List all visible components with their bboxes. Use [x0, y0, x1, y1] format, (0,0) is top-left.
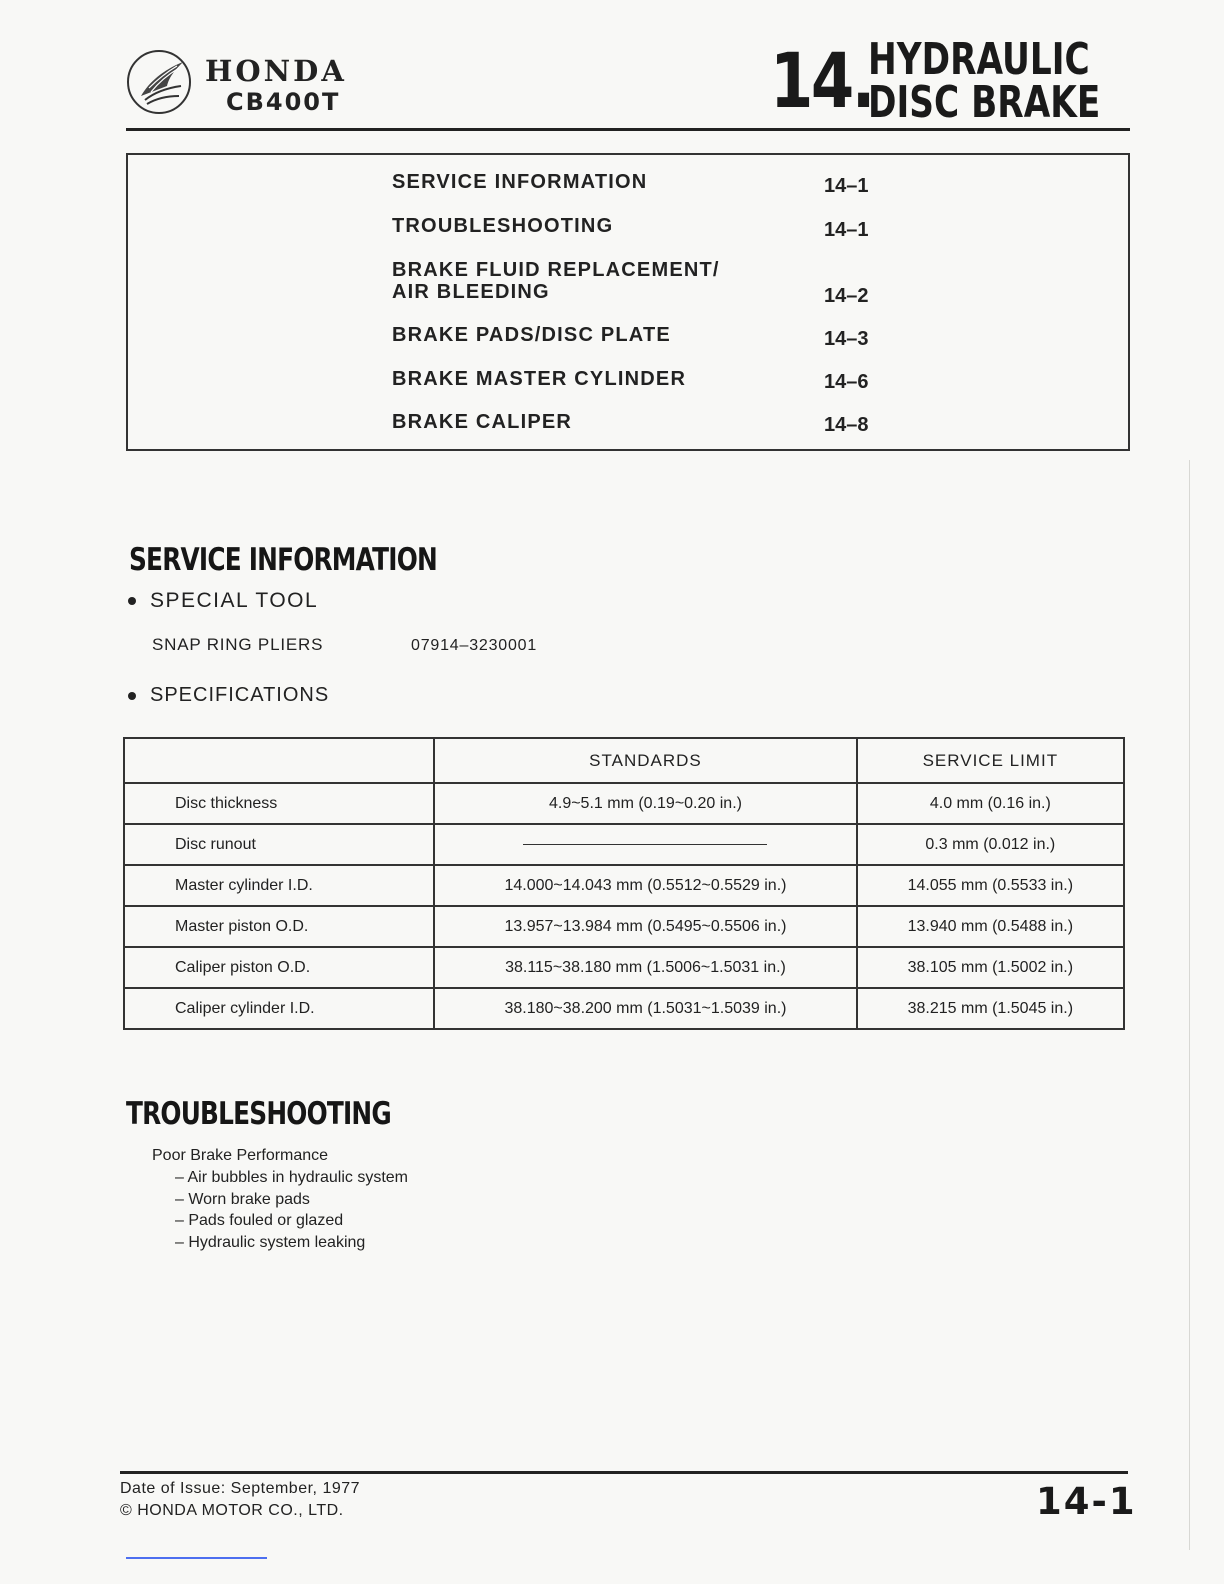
list-item: – Worn brake pads: [175, 1190, 310, 1208]
table-cell-limit: 4.0 mm (0.16 in.): [857, 783, 1124, 824]
table-row: [124, 824, 1124, 865]
specifications-table: [123, 737, 1125, 1030]
scan-artifact-line: [126, 1557, 267, 1559]
table-header-cell: [124, 738, 434, 783]
table-cell-item: Disc thickness: [124, 783, 434, 824]
toc-item-page: 14–8: [824, 414, 869, 436]
problem-title: Poor Brake Performance: [152, 1147, 329, 1164]
table-row: [124, 906, 1124, 947]
tool-name: SNAP RING PLIERS: [152, 635, 324, 654]
list-item: – Hydraulic system leaking: [175, 1233, 366, 1251]
service-info-heading: SERVICE INFORMATION: [129, 542, 437, 578]
table-cell-standard: [434, 824, 856, 865]
toc-item-label: SERVICE INFORMATION: [392, 171, 648, 193]
chapter-title-line1: HYDRAULIC: [868, 34, 1090, 85]
list-item: – Air bubbles in hydraulic system: [175, 1169, 408, 1186]
table-row: [124, 947, 1124, 988]
copyright: © HONDA MOTOR CO., LTD.: [120, 1502, 344, 1519]
toc-item-page: 14–2: [824, 285, 869, 307]
table-cell-item: Disc runout: [124, 824, 434, 865]
table-cell-standard: 13.957~13.984 mm (0.5495~0.5506 in.): [434, 906, 856, 947]
causes-list: [175, 1167, 408, 1253]
table-row: [124, 988, 1124, 1029]
table-cell-item: Master piston O.D.: [124, 906, 434, 947]
toc-item-label: BRAKE FLUID REPLACEMENT/: [392, 259, 720, 281]
toc-item-label: BRAKE CALIPER: [392, 411, 573, 433]
table-cell-standard: 38.115~38.180 mm (1.5006~1.5031 in.): [434, 947, 856, 988]
toc-box: [126, 153, 1130, 451]
special-tool-label: SPECIAL TOOL: [150, 589, 319, 612]
bullet-icon: [128, 692, 136, 700]
toc-item-page: 14–1: [824, 175, 869, 197]
footer-rule: [120, 1471, 1128, 1474]
table-cell-limit: 38.215 mm (1.5045 in.): [857, 988, 1124, 1029]
table-row: [124, 865, 1124, 906]
header-rule: [126, 128, 1130, 131]
list-item: – Pads fouled or glazed: [175, 1212, 344, 1229]
no-value-line: [523, 844, 767, 845]
chapter-number: 14.: [770, 36, 874, 125]
toc-item-page: 14–3: [824, 328, 869, 350]
specifications-bullet: [128, 684, 329, 707]
table-cell-item: Caliper cylinder I.D.: [124, 988, 434, 1029]
table-cell-limit: 38.105 mm (1.5002 in.): [857, 947, 1124, 988]
table-cell-limit: 13.940 mm (0.5488 in.): [857, 906, 1124, 947]
table-header-row: [124, 738, 1124, 783]
chapter-title-line2: DISC BRAKE: [868, 77, 1101, 128]
table-cell-standard: 14.000~14.043 mm (0.5512~0.5529 in.): [434, 865, 856, 906]
toc-item-label: BRAKE MASTER CYLINDER: [392, 368, 687, 390]
table-cell-standard: 38.180~38.200 mm (1.5031~1.5039 in.): [434, 988, 856, 1029]
honda-wing-icon: [127, 50, 191, 114]
tool-number: 07914–3230001: [411, 637, 538, 654]
table-cell-item: Master cylinder I.D.: [124, 865, 434, 906]
table-cell-limit: 0.3 mm (0.012 in.): [857, 824, 1124, 865]
troubleshooting-heading: TROUBLESHOOTING: [126, 1096, 391, 1132]
table-cell-standard: 4.9~5.1 mm (0.19~0.20 in.): [434, 783, 856, 824]
specifications-label: SPECIFICATIONS: [150, 684, 330, 706]
toc-item-label: TROUBLESHOOTING: [392, 215, 614, 237]
toc-item-page: 14–6: [824, 371, 869, 393]
page-number: 14-1: [1036, 1480, 1137, 1523]
date-of-issue: Date of Issue: September, 1977: [120, 1480, 361, 1497]
toc-item-label: BRAKE PADS/DISC PLATE: [392, 324, 671, 346]
page-edge-line: [1189, 460, 1190, 1550]
table-row: [124, 783, 1124, 824]
table-cell-limit: 14.055 mm (0.5533 in.): [857, 865, 1124, 906]
table-cell-item: Caliper piston O.D.: [124, 947, 434, 988]
special-tool-bullet: [128, 589, 318, 613]
table-header-cell: SERVICE LIMIT: [857, 738, 1124, 783]
model-name: CB400T: [226, 88, 341, 116]
brand-name: HONDA: [205, 54, 347, 88]
toc-item-page: 14–1: [824, 219, 869, 241]
table-header-cell: STANDARDS: [434, 738, 856, 783]
chapter-title: [868, 34, 1101, 128]
toc-item-label-continued: AIR BLEEDING: [392, 281, 550, 303]
bullet-icon: [128, 597, 136, 605]
